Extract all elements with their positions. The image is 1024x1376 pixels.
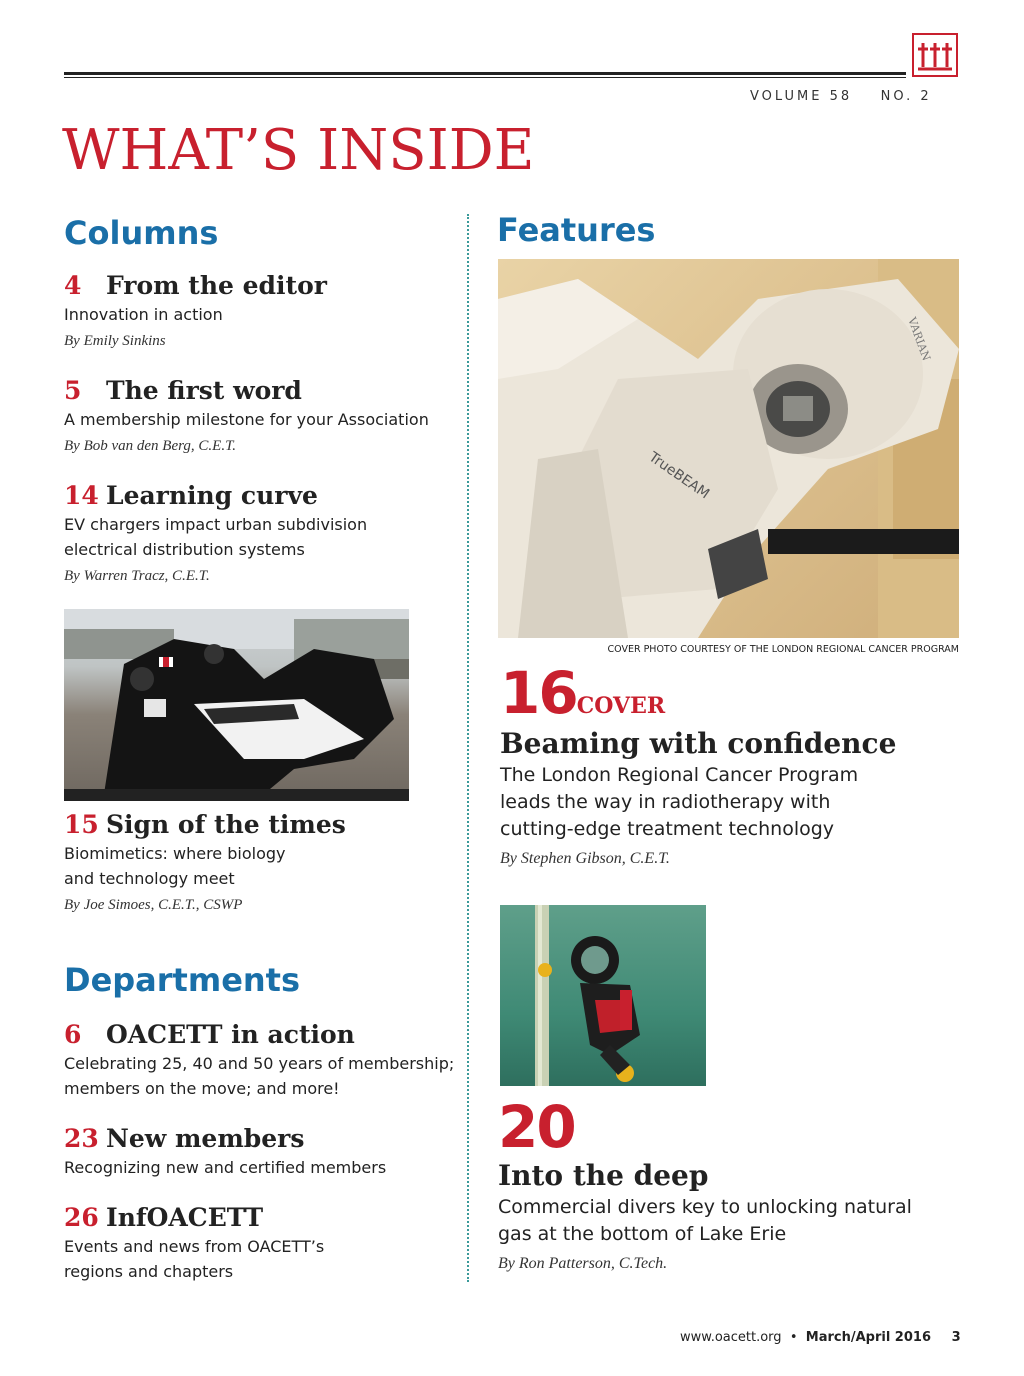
entry-description: Celebrating 25, 40 and 50 years of membership; members on the move; and more! xyxy=(64,1054,455,1098)
linac-model-label: TrueBEAM xyxy=(645,449,713,503)
top-rule xyxy=(64,72,906,75)
column-entry-first-word[interactable] xyxy=(64,375,464,458)
footer-bullet: • xyxy=(789,1330,798,1345)
page-number: 15 xyxy=(64,810,99,839)
page-number: 23 xyxy=(64,1124,99,1153)
footer-issue-date: March/April 2016 xyxy=(805,1330,931,1345)
linear-accelerator-photo xyxy=(498,259,959,638)
column-entry-learning-curve[interactable] xyxy=(64,480,384,588)
departments-heading: Departments xyxy=(64,961,301,999)
feature-byline: By Stephen Gibson, C.E.T. xyxy=(500,850,670,867)
column-divider xyxy=(467,214,469,1282)
entry-byline: By Bob van den Berg, C.E.T. xyxy=(64,438,237,454)
column-entry-sign-of-times[interactable] xyxy=(64,809,364,917)
entry-byline: By Emily Sinkins xyxy=(64,333,166,349)
department-entry-infoacett[interactable] xyxy=(64,1202,344,1284)
excavator-attachment-photo xyxy=(64,609,409,801)
volume-issue xyxy=(750,89,932,104)
page-number: 26 xyxy=(64,1203,99,1232)
oacett-logo xyxy=(912,33,958,77)
feature-entry-into-the-deep[interactable] xyxy=(498,1093,948,1276)
feature-title: Beaming with confidence xyxy=(500,727,897,760)
feature-title: Into the deep xyxy=(498,1159,709,1192)
department-entry-new-members[interactable] xyxy=(64,1123,464,1180)
entry-title: Learning curve xyxy=(106,481,318,510)
feature-page-number: 16 xyxy=(500,659,577,727)
photo-credit: COVER PHOTO COURTESY OF THE LONDON REGIONAL CANCER PROGRAM xyxy=(607,644,959,655)
entry-title: OACETT in action xyxy=(106,1020,355,1049)
feature-description: Commercial divers key to unlocking natural gas at the bottom of Lake Erie xyxy=(498,1196,912,1245)
page-title: WHAT’S INSIDE xyxy=(62,118,535,183)
column-entry-editor[interactable] xyxy=(64,270,464,353)
entry-description: Events and news from OACETT’s regions and chapters xyxy=(64,1237,325,1281)
issue-label: NO. 2 xyxy=(880,89,932,104)
entry-description: A membership milestone for your Association xyxy=(64,410,429,429)
entry-byline: By Joe Simoes, C.E.T., CSWP xyxy=(64,897,243,913)
top-rule-thin xyxy=(64,77,906,78)
footer-page-number: 3 xyxy=(951,1330,961,1345)
entry-title: The first word xyxy=(106,376,302,405)
footer-url[interactable]: www.oacett.org xyxy=(680,1330,782,1345)
entry-title: InfOACETT xyxy=(106,1203,264,1232)
entry-description: Recognizing new and certified members xyxy=(64,1158,387,1177)
page-number: 6 xyxy=(64,1020,82,1049)
page-number: 5 xyxy=(64,376,82,405)
feature-page-number: 20 xyxy=(498,1093,575,1161)
features-heading: Features xyxy=(497,211,656,249)
entry-description: Biomimetics: where biology and technology meet xyxy=(64,844,286,888)
entry-byline: By Warren Tracz, C.E.T. xyxy=(64,568,210,584)
diver-photo xyxy=(500,905,706,1086)
entry-title: Sign of the times xyxy=(106,810,346,839)
entry-title: New members xyxy=(106,1124,305,1153)
page-footer xyxy=(680,1330,961,1345)
department-entry-oacett-in-action[interactable] xyxy=(64,1019,459,1101)
feature-entry-cover[interactable] xyxy=(500,659,920,871)
feature-description: The London Regional Cancer Program leads the way in radiotherapy with cutting-edge treatment technology xyxy=(500,764,859,840)
page-number: 4 xyxy=(64,271,82,300)
columns-heading: Columns xyxy=(64,214,219,252)
entry-description: EV chargers impact urban subdivision electrical distribution systems xyxy=(64,515,368,559)
cover-tag: COVER xyxy=(576,693,666,719)
page-number: 14 xyxy=(64,481,99,510)
entry-description: Innovation in action xyxy=(64,305,223,324)
entry-title: From the editor xyxy=(106,271,327,300)
feature-byline: By Ron Patterson, C.Tech. xyxy=(498,1255,668,1272)
volume-label: VOLUME 58 xyxy=(750,89,853,104)
linac-brand-label: VARIAN xyxy=(905,315,933,363)
